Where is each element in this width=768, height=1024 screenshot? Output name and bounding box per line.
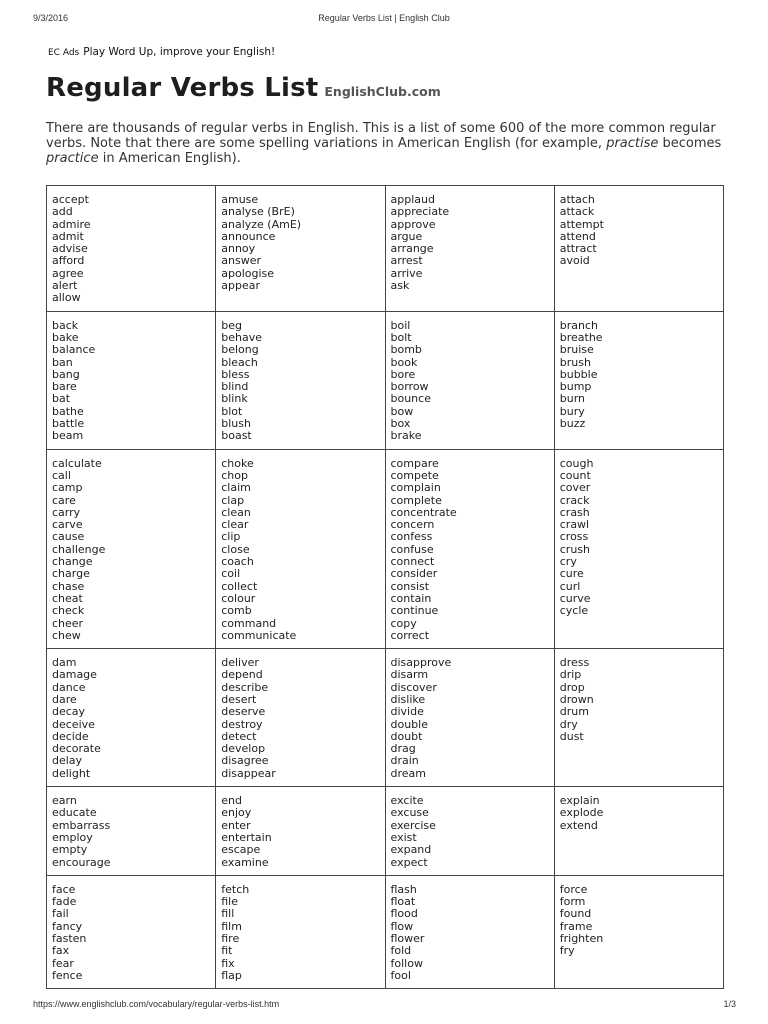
verb-item: close xyxy=(221,542,250,556)
verb-item: double xyxy=(390,717,428,731)
verb-item: dance xyxy=(52,680,86,694)
verb-item: consist xyxy=(390,579,430,593)
verb-item: agree xyxy=(52,266,84,280)
verb-item: cheer xyxy=(52,616,84,630)
verb-item: discover xyxy=(390,680,437,694)
verb-item: battle xyxy=(52,417,85,431)
verbs-table-cell xyxy=(216,787,385,876)
verb-item: fix xyxy=(221,956,235,970)
verb-item: arrange xyxy=(390,242,434,256)
verb-item: blush xyxy=(221,417,251,431)
verb-item: bump xyxy=(559,380,592,394)
verbs-table-cell xyxy=(554,787,723,876)
intro-text-1: There are thousands of regular verbs in English. This is a list of some 600 of the more common regular verbs. Note that there are some spelling variations in American English (for example, xyxy=(46,121,716,151)
verb-item: curl xyxy=(559,579,581,593)
verb-item: boast xyxy=(221,429,252,443)
verb-item: exist xyxy=(390,830,417,844)
verb-item: bore xyxy=(390,367,416,381)
verb-item: doubt xyxy=(390,729,423,743)
verb-item: bang xyxy=(52,367,80,381)
verb-item: fence xyxy=(52,968,83,982)
verb-item: decide xyxy=(52,729,89,743)
verbs-table-cell xyxy=(47,787,216,876)
verb-item: alert xyxy=(52,279,78,293)
print-header-title: Regular Verbs List | English Club xyxy=(318,13,450,23)
verbs-table-cell xyxy=(216,875,385,988)
verb-item: compete xyxy=(390,468,439,482)
verb-item: arrive xyxy=(390,266,423,280)
verb-item: clip xyxy=(221,530,241,544)
verb-item: attend xyxy=(559,229,596,243)
verb-item: care xyxy=(52,493,76,507)
verb-item: bubble xyxy=(559,367,598,381)
verb-item: copy xyxy=(390,616,417,630)
verbs-table-body xyxy=(47,186,724,989)
verb-item: borrow xyxy=(390,380,429,394)
verb-item: float xyxy=(390,895,416,909)
verb-item: entertain xyxy=(221,830,272,844)
verb-item: chase xyxy=(52,579,85,593)
verb-item: appear xyxy=(221,279,260,293)
verb-item: dam xyxy=(52,656,77,670)
verb-item: accept xyxy=(52,193,89,206)
verb-item: decay xyxy=(52,705,86,719)
verb-item: drown xyxy=(559,692,594,706)
verbs-table-cell xyxy=(385,649,554,787)
verb-item: admit xyxy=(52,229,84,243)
verb-item: disappear xyxy=(221,766,276,780)
verb-item: applaud xyxy=(390,193,435,206)
page-heading xyxy=(46,73,441,103)
verb-item: dust xyxy=(559,729,584,743)
verb-item: cycle xyxy=(559,604,589,618)
verb-item: crash xyxy=(559,505,590,519)
verb-item: branch xyxy=(559,318,598,332)
print-footer-url: https://www.englishclub.com/vocabulary/regular-verbs-list.htm xyxy=(33,999,280,1009)
verb-item: buzz xyxy=(559,417,586,431)
intro-emphasis-1: practise xyxy=(606,136,659,151)
verb-item: empty xyxy=(52,843,88,857)
verb-item: blot xyxy=(221,404,243,418)
intro-paragraph xyxy=(46,121,736,166)
verb-item: dare xyxy=(52,692,77,706)
verb-item: change xyxy=(52,555,93,569)
verbs-table-cell xyxy=(47,186,216,312)
verb-item: beam xyxy=(52,429,84,443)
verb-item: depend xyxy=(221,668,263,682)
verb-item: fetch xyxy=(221,882,250,896)
verb-item: bake xyxy=(52,330,79,344)
verb-item: describe xyxy=(221,680,269,694)
verb-item: claim xyxy=(221,481,251,495)
verb-item: fail xyxy=(52,907,69,921)
verb-item: bury xyxy=(559,404,585,418)
verb-item: bruise xyxy=(559,343,594,357)
verb-item: fry xyxy=(559,944,575,958)
verbs-table-cell xyxy=(47,875,216,988)
verb-item: drag xyxy=(390,742,416,756)
verb-item: damage xyxy=(52,668,97,682)
verb-item: consider xyxy=(390,567,438,581)
verb-item: balance xyxy=(52,343,96,357)
verb-item: analyse (BrE) xyxy=(221,205,295,219)
verb-item: cross xyxy=(559,530,589,544)
verb-item: analyze (AmE) xyxy=(221,217,302,231)
verb-item: frame xyxy=(559,919,593,933)
verb-item: fancy xyxy=(52,919,83,933)
verb-item: boil xyxy=(390,318,411,332)
verb-item: annoy xyxy=(221,242,256,256)
verb-item: decorate xyxy=(52,742,101,756)
verbs-table-cell xyxy=(216,449,385,648)
intro-text-2: becomes xyxy=(658,136,722,151)
verb-item: fax xyxy=(52,944,70,958)
verb-item: chop xyxy=(221,468,248,482)
verb-item: call xyxy=(52,468,71,482)
verb-item: deliver xyxy=(221,656,259,670)
verb-item: deserve xyxy=(221,705,266,719)
verbs-table-cell xyxy=(47,649,216,787)
verb-item: film xyxy=(221,919,242,933)
verb-item: dry xyxy=(559,717,578,731)
verbs-table-cell xyxy=(385,449,554,648)
verb-item: excite xyxy=(390,794,424,808)
verb-item: carry xyxy=(52,505,81,519)
verb-item: dislike xyxy=(390,692,426,706)
verb-item: avoid xyxy=(559,254,590,268)
verb-item: dream xyxy=(390,766,426,780)
verb-item: brush xyxy=(559,355,591,369)
verbs-table-cell xyxy=(554,649,723,787)
verb-item: comb xyxy=(221,604,252,618)
verb-item: blink xyxy=(221,392,248,406)
verb-item: add xyxy=(52,205,73,219)
verb-item: communicate xyxy=(221,628,297,642)
verb-item: attach xyxy=(559,193,595,206)
verb-item: argue xyxy=(390,229,423,243)
verb-item: examine xyxy=(221,855,269,869)
verb-item: deceive xyxy=(52,717,95,731)
verb-item: exercise xyxy=(390,818,436,832)
verb-item: bathe xyxy=(52,404,84,418)
verb-item: admire xyxy=(52,217,91,231)
verb-item: burn xyxy=(559,392,586,406)
verb-item: check xyxy=(52,604,85,618)
verb-item: bless xyxy=(221,367,250,381)
verb-item: colour xyxy=(221,591,256,605)
verb-item: cover xyxy=(559,481,591,495)
verb-item: attack xyxy=(559,205,595,219)
verb-item: chew xyxy=(52,628,81,642)
verb-item: arrest xyxy=(390,254,423,268)
verb-item: confuse xyxy=(390,542,434,556)
verb-item: clean xyxy=(221,505,251,519)
verb-item: disapprove xyxy=(390,656,452,670)
verb-item: flash xyxy=(390,882,417,896)
verbs-table-cell xyxy=(216,186,385,312)
verb-item: develop xyxy=(221,742,266,756)
verb-item: allow xyxy=(52,291,81,305)
verbs-table-row xyxy=(47,875,724,988)
verbs-table-cell xyxy=(385,311,554,449)
verb-item: crush xyxy=(559,542,590,556)
verb-item: cough xyxy=(559,456,594,470)
verb-item: command xyxy=(221,616,277,630)
verb-item: amuse xyxy=(221,193,259,206)
verb-item: curve xyxy=(559,591,591,605)
verbs-table-cell xyxy=(47,449,216,648)
verb-item: back xyxy=(52,318,79,332)
verb-item: frighten xyxy=(559,932,604,946)
verbs-table-row xyxy=(47,787,724,876)
verb-item: belong xyxy=(221,343,259,357)
verb-item: fold xyxy=(390,944,412,958)
verb-item: behave xyxy=(221,330,262,344)
verb-item: encourage xyxy=(52,855,111,869)
verb-item: delight xyxy=(52,766,91,780)
verb-item: contain xyxy=(390,591,432,605)
verbs-table-cell xyxy=(385,186,554,312)
verb-item: drop xyxy=(559,680,585,694)
verb-item: choke xyxy=(221,456,254,470)
verbs-table-row xyxy=(47,449,724,648)
verb-item: embarrass xyxy=(52,818,111,832)
verb-item: excuse xyxy=(390,806,429,820)
verb-item: book xyxy=(390,355,418,369)
verb-item: found xyxy=(559,907,592,921)
verb-item: end xyxy=(221,794,242,808)
verb-item: form xyxy=(559,895,586,909)
verb-item: fire xyxy=(221,932,240,946)
verb-item: flap xyxy=(221,968,242,982)
verb-item: charge xyxy=(52,567,90,581)
verb-item: afford xyxy=(52,254,85,268)
verb-item: blind xyxy=(221,380,249,394)
ad-banner[interactable] xyxy=(48,46,275,58)
verbs-table-cell xyxy=(385,875,554,988)
verb-item: coach xyxy=(221,555,254,569)
verb-item: divide xyxy=(390,705,424,719)
verb-item: complete xyxy=(390,493,442,507)
verb-item: delay xyxy=(52,754,83,768)
verbs-table-cell xyxy=(554,186,723,312)
verbs-table-cell xyxy=(554,449,723,648)
verbs-table xyxy=(46,185,724,989)
verbs-table-cell xyxy=(554,875,723,988)
verb-item: follow xyxy=(390,956,423,970)
verb-item: detect xyxy=(221,729,257,743)
verb-item: destroy xyxy=(221,717,263,731)
verb-item: correct xyxy=(390,628,430,642)
page-title: Regular Verbs List xyxy=(46,73,319,103)
verb-item: beg xyxy=(221,318,242,332)
verb-item: escape xyxy=(221,843,261,857)
verbs-table-cell xyxy=(385,787,554,876)
verb-item: expand xyxy=(390,843,432,857)
verb-item: flower xyxy=(390,932,425,946)
verb-item: crack xyxy=(559,493,590,507)
verb-item: disagree xyxy=(221,754,269,768)
verb-item: bounce xyxy=(390,392,431,406)
verbs-table-row xyxy=(47,311,724,449)
verb-item: count xyxy=(559,468,591,482)
verb-item: calculate xyxy=(52,456,102,470)
verb-item: approve xyxy=(390,217,436,231)
verb-item: cheat xyxy=(52,591,83,605)
verb-item: connect xyxy=(390,555,435,569)
verb-item: breathe xyxy=(559,330,603,344)
verbs-table-cell xyxy=(216,649,385,787)
verb-item: challenge xyxy=(52,542,106,556)
verb-item: extend xyxy=(559,818,598,832)
verb-item: expect xyxy=(390,855,428,869)
verb-item: announce xyxy=(221,229,276,243)
verb-item: desert xyxy=(221,692,257,706)
verb-item: brake xyxy=(390,429,422,443)
verb-item: continue xyxy=(390,604,439,618)
verb-item: ban xyxy=(52,355,73,369)
verb-item: bolt xyxy=(390,330,412,344)
verb-item: fool xyxy=(390,968,411,982)
verb-item: flood xyxy=(390,907,418,921)
verb-item: cause xyxy=(52,530,85,544)
verbs-table-row xyxy=(47,649,724,787)
verb-item: apologise xyxy=(221,266,275,280)
verb-item: advise xyxy=(52,242,88,256)
verb-item: compare xyxy=(390,456,439,470)
verb-item: fear xyxy=(52,956,74,970)
print-date: 9/3/2016 xyxy=(33,13,69,23)
verb-item: flow xyxy=(390,919,414,933)
verb-item: enter xyxy=(221,818,251,832)
verb-item: crawl xyxy=(559,518,590,532)
verb-item: box xyxy=(390,417,411,431)
verb-item: disarm xyxy=(390,668,429,682)
verb-item: enjoy xyxy=(221,806,252,820)
verbs-table-cell xyxy=(47,311,216,449)
verb-item: attempt xyxy=(559,217,604,231)
ad-label: EC Ads xyxy=(48,48,80,58)
verb-item: bleach xyxy=(221,355,258,369)
verb-item: explain xyxy=(559,794,600,808)
verb-item: bow xyxy=(390,404,414,418)
verb-item: fit xyxy=(221,944,233,958)
verb-item: drain xyxy=(390,754,419,768)
verb-item: employ xyxy=(52,830,93,844)
ad-link[interactable]: Play Word Up, improve your English! xyxy=(83,46,276,58)
verb-item: dress xyxy=(559,656,590,670)
site-name[interactable]: EnglishClub.com xyxy=(324,84,441,99)
verb-item: bomb xyxy=(390,343,422,357)
verb-item: concern xyxy=(390,518,435,532)
verb-item: face xyxy=(52,882,76,896)
intro-text-3: in American English). xyxy=(98,151,241,166)
verb-item: coil xyxy=(221,567,241,581)
verb-item: attract xyxy=(559,242,597,256)
verb-item: fasten xyxy=(52,932,87,946)
verb-item: educate xyxy=(52,806,97,820)
verb-item: confess xyxy=(390,530,433,544)
verb-item: clap xyxy=(221,493,245,507)
verb-item: cry xyxy=(559,555,577,569)
verb-item: fill xyxy=(221,907,235,921)
verb-item: concentrate xyxy=(390,505,457,519)
verb-item: bare xyxy=(52,380,77,394)
verb-item: earn xyxy=(52,794,77,808)
verb-item: drip xyxy=(559,668,582,682)
verb-item: appreciate xyxy=(390,205,450,219)
verbs-table-row xyxy=(47,186,724,312)
verb-item: cure xyxy=(559,567,584,581)
verb-item: complain xyxy=(390,481,441,495)
verb-item: bat xyxy=(52,392,71,406)
verb-item: clear xyxy=(221,518,249,532)
verbs-table-cell xyxy=(554,311,723,449)
intro-emphasis-2: practice xyxy=(46,151,99,166)
print-page-number: 1/3 xyxy=(723,999,736,1009)
verbs-table-cell xyxy=(216,311,385,449)
verb-item: carve xyxy=(52,518,83,532)
verb-item: collect xyxy=(221,579,258,593)
verb-item: answer xyxy=(221,254,261,268)
verb-item: file xyxy=(221,895,239,909)
verb-item: force xyxy=(559,882,588,896)
verb-item: camp xyxy=(52,481,83,495)
verb-item: ask xyxy=(390,279,410,293)
verb-item: drum xyxy=(559,705,589,719)
verb-item: explode xyxy=(559,806,604,820)
verb-item: fade xyxy=(52,895,77,909)
